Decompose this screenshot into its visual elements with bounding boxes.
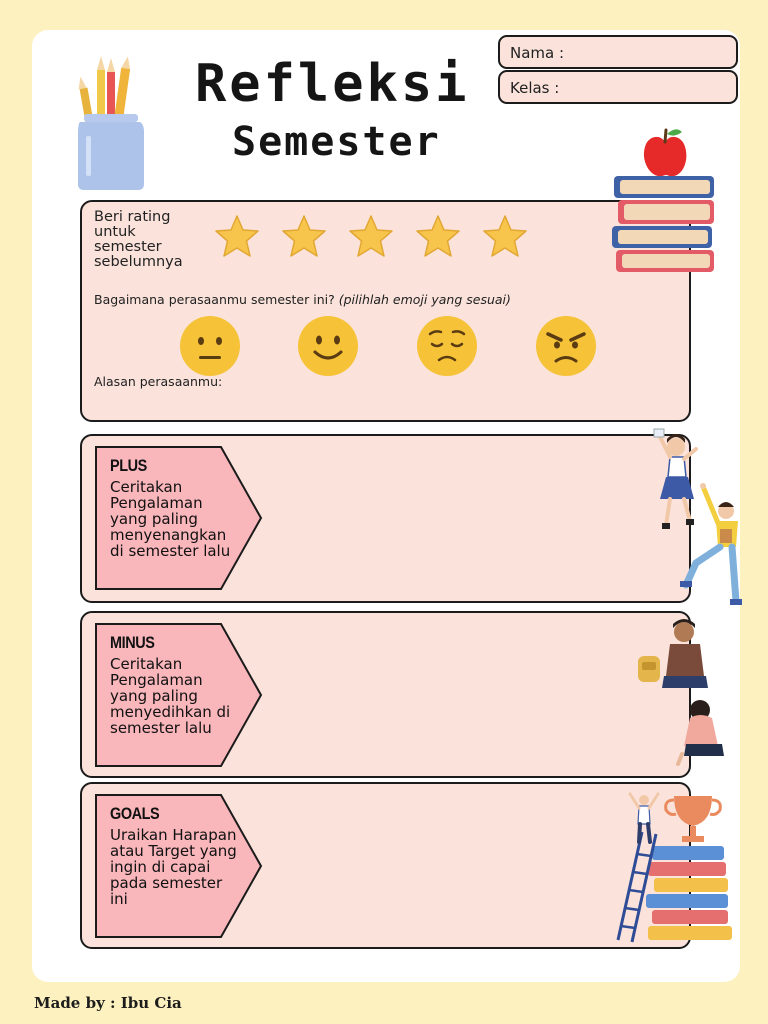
pencil-jar-icon (72, 48, 148, 194)
star-icon[interactable] (413, 212, 463, 262)
goals-title: GOALS (110, 804, 160, 823)
smiling-face-icon[interactable] (296, 314, 360, 378)
page-subtitle: Semester (232, 119, 441, 165)
feeling-hint: (pilihlah emoji yang sesuai) (338, 292, 511, 307)
ladder-trophy-icon (612, 786, 742, 944)
pensive-face-icon[interactable] (415, 314, 479, 378)
reason-label: Alasan perasaanmu: (94, 374, 223, 389)
rating-feeling-box (80, 200, 691, 422)
plus-title: PLUS (110, 456, 147, 475)
minus-section[interactable] (80, 611, 691, 778)
minus-title: MINUS (110, 633, 155, 652)
star-icon[interactable] (212, 212, 262, 262)
star-icon[interactable] (346, 212, 396, 262)
goals-section[interactable] (80, 782, 691, 949)
minus-prompt: Ceritakan Pengalaman yang paling menyedihkan di semester lalu (110, 655, 231, 737)
minus-arrow-label (95, 623, 263, 767)
sad-students-icon (634, 614, 734, 770)
plus-arrow-label (95, 446, 263, 590)
happy-students-icon (640, 425, 745, 607)
goals-arrow-label (95, 794, 263, 938)
plus-prompt: Ceritakan Pengalaman yang paling menyenangkan di semester lalu (110, 478, 231, 560)
kelas-label: Kelas : (510, 79, 560, 97)
nama-label: Nama : (510, 44, 565, 62)
star-rating[interactable] (212, 212, 530, 262)
feeling-question-text: Bagaimana perasaanmu semester ini? (94, 292, 335, 307)
books-apple-icon (610, 124, 720, 274)
nama-field[interactable] (498, 35, 738, 69)
star-icon[interactable] (480, 212, 530, 262)
neutral-face-icon[interactable] (178, 314, 242, 378)
plus-section[interactable] (80, 434, 691, 603)
feeling-question (94, 292, 511, 307)
page-title: Refleksi (195, 54, 470, 114)
goals-prompt: Uraikan Harapan atau Target yang ingin di capai pada semester ini (110, 826, 237, 908)
star-icon[interactable] (279, 212, 329, 262)
kelas-field[interactable] (498, 70, 738, 104)
rating-label: Beri rating untuk semester sebelumnya (94, 209, 183, 270)
credit-text: Made by : Ibu Cia (34, 994, 182, 1012)
angry-face-icon[interactable] (534, 314, 598, 378)
